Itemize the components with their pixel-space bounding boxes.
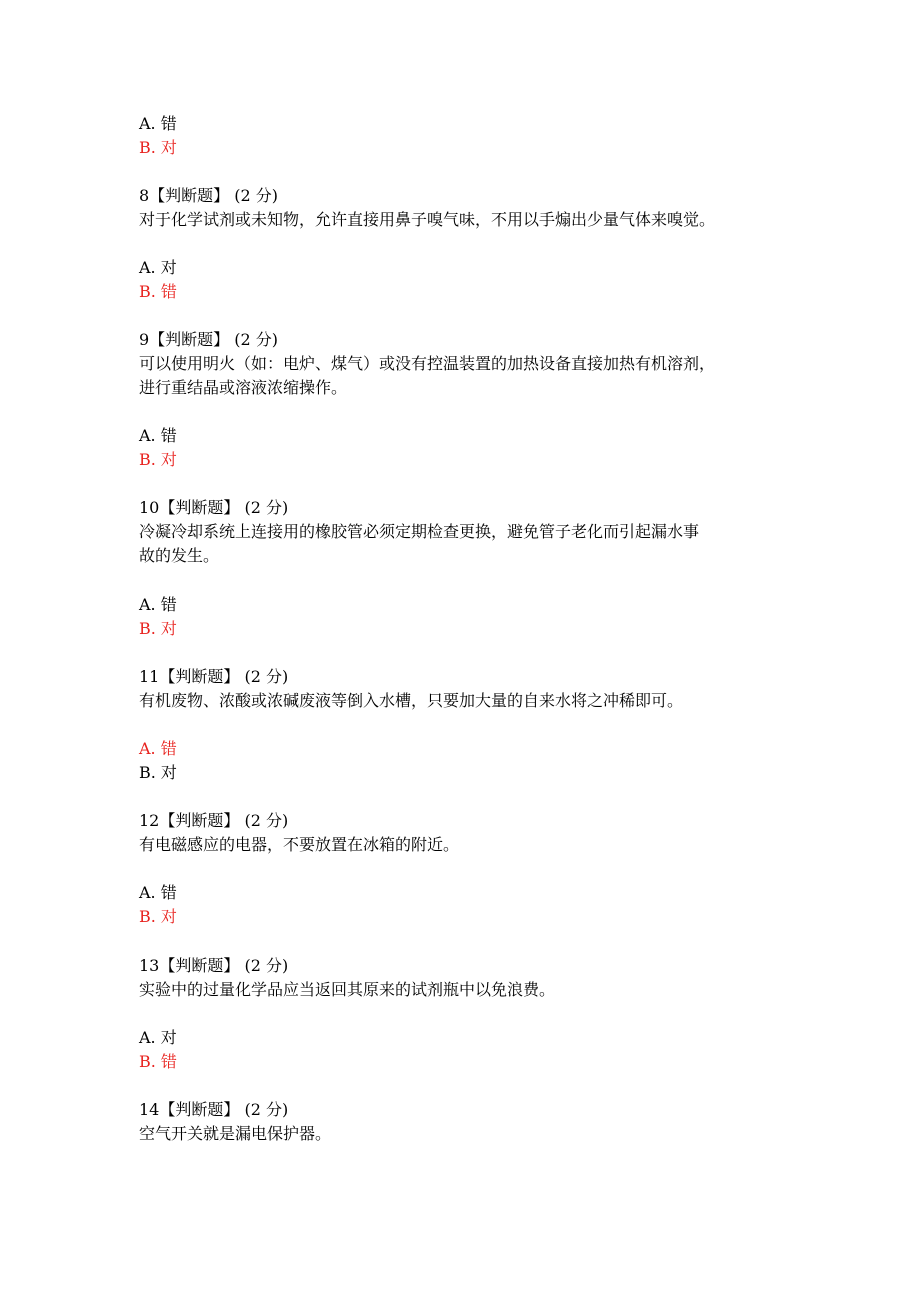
question-9-header: 9【判断题】 (2 分) [139,330,279,349]
question-8-text: 对于化学试剂或未知物，允许直接用鼻子嗅气味，不用以手煽出少量气体来嗅觉。 [139,210,716,229]
question-8-option-a: A. 对 [139,258,177,277]
question-12-option-b-highlighted: B. 对 [139,907,177,926]
question-10-text-line-2: 故的发生。 [139,546,220,565]
question-13-header: 13【判断题】 (2 分) [139,956,289,975]
question-10-option-b-highlighted: B. 对 [139,619,177,638]
question-13-option-b-highlighted: B. 错 [139,1052,177,1071]
question-9-text-line-1: 可以使用明火（如：电炉、煤气）或没有控温装置的加热设备直接加热有机溶剂， [139,354,716,373]
question-10-header: 10【判断题】 (2 分) [139,498,289,517]
question-11-text: 有机废物、浓酸或浓碱废液等倒入水槽，只要加大量的自来水将之冲稀即可。 [139,691,684,710]
question-9-option-b-highlighted: B. 对 [139,450,177,469]
question-10-option-a: A. 错 [139,595,177,614]
question-11-header: 11【判断题】 (2 分) [139,667,289,686]
top-option-b-highlighted: B. 对 [139,138,177,157]
question-14-header: 14【判断题】 (2 分) [139,1100,289,1119]
question-11-option-a-highlighted: A. 错 [139,739,177,758]
question-13-text: 实验中的过量化学品应当返回其原来的试剂瓶中以免浪费。 [139,980,556,999]
question-10-text-line-1: 冷凝冷却系统上连接用的橡胶管必须定期检查更换，避免管子老化而引起漏水事 [139,522,700,541]
question-14-text: 空气开关就是漏电保护器。 [139,1124,332,1143]
question-8-header: 8【判断题】 (2 分) [139,186,279,205]
question-9-text-line-2: 进行重结晶或溶液浓缩操作。 [139,378,348,397]
question-12-text: 有电磁感应的电器，不要放置在冰箱的附近。 [139,835,460,854]
question-12-header: 12【判断题】 (2 分) [139,811,289,830]
question-12-option-a: A. 错 [139,883,177,902]
question-11-option-b: B. 对 [139,763,177,782]
top-option-a: A. 错 [139,114,177,133]
question-8-option-b-highlighted: B. 错 [139,282,177,301]
question-9-option-a: A. 错 [139,426,177,445]
question-13-option-a: A. 对 [139,1028,177,1047]
